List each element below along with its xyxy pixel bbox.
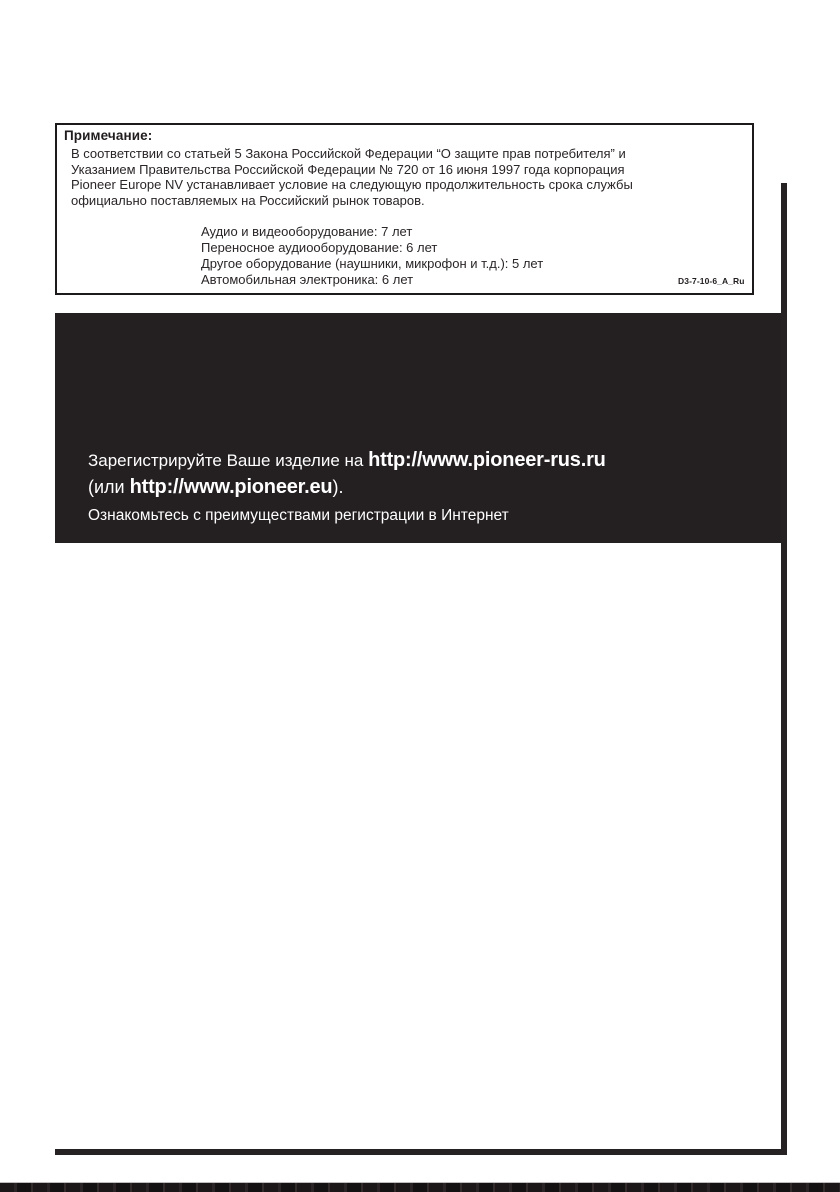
registration-benefits-line: Ознакомьтесь с преимуществами регистрации в Интернет [88, 507, 509, 524]
service-life-list [201, 224, 543, 288]
register-line-1-prefix: Зарегистрируйте Ваше изделие на [88, 451, 369, 470]
doc-code: D3-7-10-6_A_Ru [678, 276, 745, 286]
pioneer-eu-url: http://www.pioneer.eu [129, 476, 333, 498]
note-paragraph-line: В соответствии со статьей 5 Закона Российской Федерации “О защите прав потребителя” и [71, 146, 626, 161]
scan-edge-strip [0, 1182, 840, 1192]
register-line-2 [88, 474, 606, 501]
service-life-item: Аудио и видеооборудование: 7 лет [201, 224, 413, 239]
register-line-2-prefix: (или [88, 477, 130, 497]
note-box [55, 123, 754, 295]
note-paragraph-line: Pioneer Europe NV устанавливает условие на следующую продолжительность срока службы [71, 177, 633, 193]
register-line-1 [88, 447, 606, 474]
note-paragraph-line: официально поставляемых на Российский рынок товаров. [71, 193, 425, 209]
service-life-item: Переносное аудиооборудование: 6 лет [201, 240, 438, 255]
note-title: Примечание: [64, 128, 153, 143]
registration-banner [55, 313, 783, 543]
page-bottom-rule [55, 1149, 787, 1155]
service-life-item: Автомобильная электроника: 6 лет [201, 272, 414, 287]
pioneer-rus-url: http://www.pioneer-rus.ru [368, 449, 606, 471]
registration-banner-text [88, 447, 606, 528]
note-paragraph-line: Указанием Правительства Российской Федерации № 720 от 16 июня 1997 года корпорация [71, 161, 625, 177]
page-right-rule [781, 183, 787, 1155]
register-line-2-suffix: ). [332, 477, 344, 497]
note-paragraph [71, 146, 633, 209]
service-life-item: Другое оборудование (наушники, микрофон и т.д.): 5 лет [201, 256, 544, 271]
